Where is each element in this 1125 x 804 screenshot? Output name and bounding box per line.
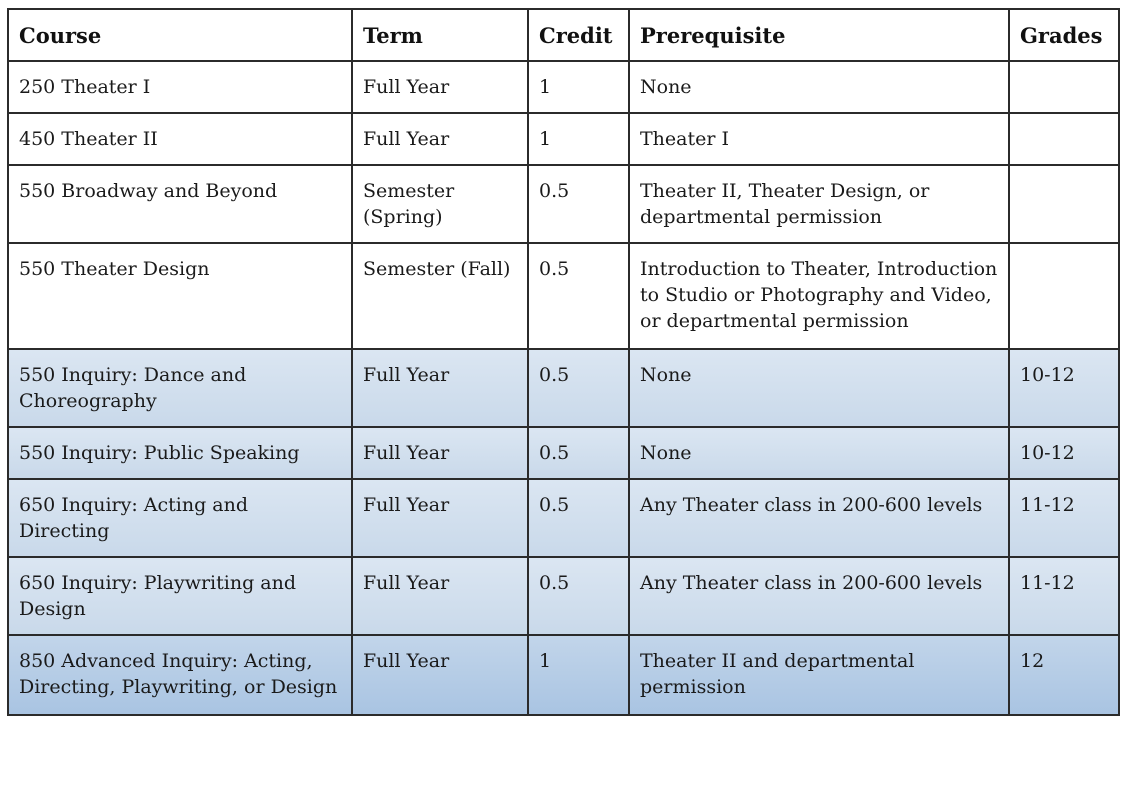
cell-grades: 10-12: [1009, 427, 1119, 479]
cell-grades: 11-12: [1009, 557, 1119, 635]
cell-grades: [1009, 61, 1119, 113]
table-row: [8, 61, 1119, 113]
cell-credit: 1: [528, 113, 629, 165]
header-term: Term: [352, 9, 528, 61]
cell-course: 650 Inquiry: Playwriting and Design: [8, 557, 352, 635]
cell-course: 550 Theater Design: [8, 243, 352, 349]
cell-grades: [1009, 243, 1119, 349]
table-row: [8, 243, 1119, 349]
cell-term: Semester (Spring): [352, 165, 528, 243]
cell-credit: 0.5: [528, 479, 629, 557]
header-prerequisite: Prerequisite: [629, 9, 1009, 61]
table-row: [8, 479, 1119, 557]
table-header-row: [8, 9, 1119, 61]
cell-grades: 10-12: [1009, 349, 1119, 427]
cell-prerequisite: Any Theater class in 200-600 levels: [629, 479, 1009, 557]
course-table: [7, 8, 1120, 716]
cell-course: 650 Inquiry: Acting and Directing: [8, 479, 352, 557]
cell-course: 550 Inquiry: Public Speaking: [8, 427, 352, 479]
cell-term: Semester (Fall): [352, 243, 528, 349]
cell-credit: 1: [528, 61, 629, 113]
cell-credit: 0.5: [528, 427, 629, 479]
cell-term: Full Year: [352, 61, 528, 113]
cell-course: 450 Theater II: [8, 113, 352, 165]
cell-prerequisite: Any Theater class in 200-600 levels: [629, 557, 1009, 635]
cell-prerequisite: Theater II and departmental permission: [629, 635, 1009, 715]
cell-prerequisite: None: [629, 349, 1009, 427]
table-row: [8, 557, 1119, 635]
cell-term: Full Year: [352, 113, 528, 165]
cell-credit: 0.5: [528, 349, 629, 427]
cell-term: Full Year: [352, 479, 528, 557]
cell-term: Full Year: [352, 557, 528, 635]
table-row: [8, 349, 1119, 427]
cell-grades: [1009, 113, 1119, 165]
cell-prerequisite: Theater II, Theater Design, or departmental permission: [629, 165, 1009, 243]
cell-prerequisite: Introduction to Theater, Introduction to Studio or Photography and Video, or departmental permission: [629, 243, 1009, 349]
table-row: [8, 635, 1119, 715]
cell-grades: [1009, 165, 1119, 243]
cell-credit: 0.5: [528, 165, 629, 243]
table-row: [8, 113, 1119, 165]
cell-prerequisite: None: [629, 427, 1009, 479]
cell-term: Full Year: [352, 427, 528, 479]
cell-credit: 0.5: [528, 557, 629, 635]
cell-course: 850 Advanced Inquiry: Acting, Directing, Playwriting, or Design: [8, 635, 352, 715]
cell-prerequisite: None: [629, 61, 1009, 113]
header-grades: Grades: [1009, 9, 1119, 61]
cell-grades: 12: [1009, 635, 1119, 715]
table-row: [8, 427, 1119, 479]
cell-course: 550 Broadway and Beyond: [8, 165, 352, 243]
cell-course: 550 Inquiry: Dance and Choreography: [8, 349, 352, 427]
cell-term: Full Year: [352, 349, 528, 427]
cell-grades: 11-12: [1009, 479, 1119, 557]
header-course: Course: [8, 9, 352, 61]
header-credit: Credit: [528, 9, 629, 61]
table-row: [8, 165, 1119, 243]
cell-course: 250 Theater I: [8, 61, 352, 113]
cell-term: Full Year: [352, 635, 528, 715]
cell-credit: 1: [528, 635, 629, 715]
cell-prerequisite: Theater I: [629, 113, 1009, 165]
cell-credit: 0.5: [528, 243, 629, 349]
